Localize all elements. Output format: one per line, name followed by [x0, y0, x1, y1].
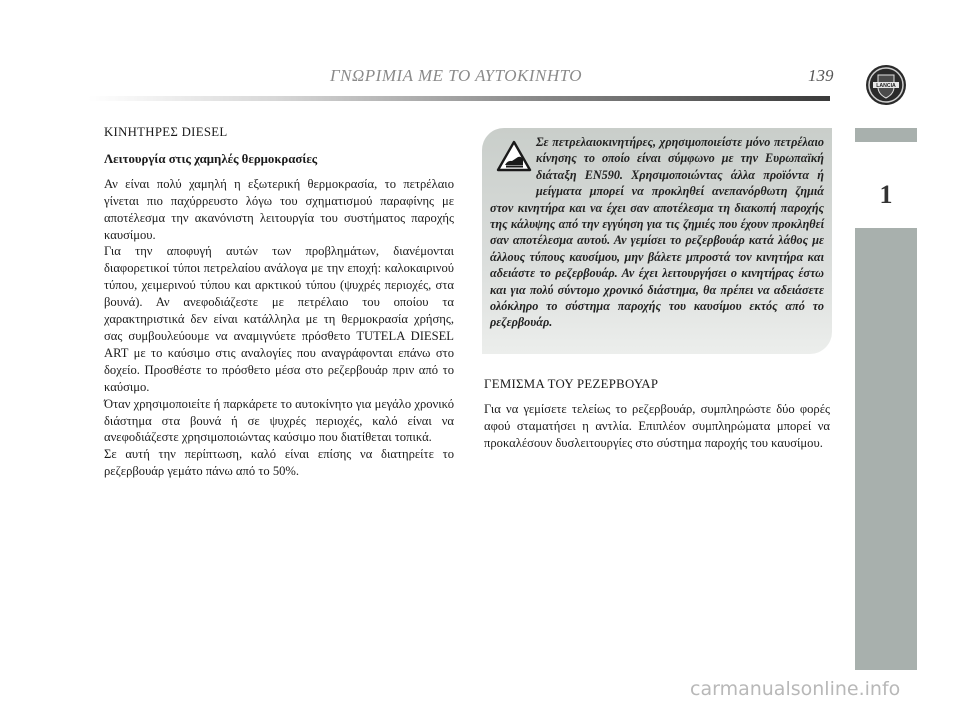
page-header-title: ΓΝΩΡΙΜΙΑ ΜΕ ΤΟ ΑΥΤΟΚΙΝΗΤΟ: [330, 66, 583, 85]
page-number: 139: [808, 66, 834, 85]
chapter-side-tab: [855, 42, 917, 670]
paragraph: Για να γεμίσετε τελείως το ρεζερβουάρ, συμπληρώστε δύο φορές αφού σταματήσει η αντλία. Επιπλέον συμπληρώματα μπορεί να προκαλέσουν δυσλειτουργίες στο σύστημα παροχής του καυσίμου.: [484, 401, 830, 450]
lancia-shield-logo-icon: [864, 63, 908, 107]
section-heading-refuelling: ΓΕΜΙΣΜΑ ΤΟΥ ΡΕΖΕΡΒΟΥΑΡ: [484, 377, 659, 391]
paragraph: Όταν χρησιμοποιείτε ή παρκάρετε το αυτοκίνητο για μεγάλο χρονικό διάστημα στα βουνά ή σε ψυχρές περιοχές, καλό είναι να ανεφοδιάζεστε χρησιμοποιώντας καύσιμο που διατίθεται τοπικά.: [104, 396, 454, 445]
subheading-low-temperatures: Λειτουργία στις χαμηλές θερμοκρασίες: [104, 151, 318, 166]
paragraph: Για την αποφυγή αυτών των προβλημάτων, διανέμονται διαφορετικοί τύποι πετρελαίου ανάλογα με την εποχή: καλοκαιρινού τύπου, χειμερινού τύπου και αρκτικού τύπου (ψυχρές περιοχές, στα βουνά). Αν ανεφοδιάζεστε με πετρέλαιο του οποίου τα χαρακτηριστικά δεν είναι κατάλληλα με τη θερμοκρασία χρήσης, σας συμβουλεύουμε να αναμιγνύετε πρόσθετο TUTELA DIESEL ART με το καύσιμο στις αναλογίες που αναγράφονται επάνω στο δοχείο. Προσθέστε το πρόσθετο μέσα στο ρεζερβουάρ πριν από το καύσιμο.: [104, 244, 454, 394]
chapter-marker: [855, 142, 917, 228]
paragraph: Σε αυτή την περίπτωση, καλό είναι επίσης να διατηρείτε το ρεζερβουάρ γεμάτο πάνω από το 50%.: [104, 447, 454, 479]
logo-text: LANCIA: [876, 83, 896, 89]
chapter-number: 1: [879, 180, 893, 209]
section-heading-diesel: ΚΙΝΗΤΗΡΕΣ DIESEL: [104, 125, 228, 139]
left-column: [104, 124, 454, 480]
watermark: carmanualsonline.info: [690, 678, 901, 700]
right-column: [484, 376, 830, 452]
logo-box: [855, 42, 917, 128]
warning-text: Σε πετρελαιοκινητήρες, χρησιμοποιείστε μόνο πετρέλαιο κίνησης το οποίο είναι σύμφωνο με την Ευρωπαϊκή διάταξη EN590. Χρησιμοποιώντας άλλα προϊόντα ή μείγματα μπορεί να προκληθεί ανεπανόρθωτη ζημιά στον κινητήρα και να έχει σαν αποτέλεσμα τη διακοπή παροχής της κάλυψης από την εγγύηση για τις ζημιές που έχουν προκληθεί σαν αποτέλεσμα αυτού. Αν γεμίσει το ρεζερβουάρ κατά λάθος με άλλους τύπους καυσίμου, μην βάλετε μπροστά τον κινητήρα και αδειάστε το ρεζερβουάρ. Αν έχει λειτουργήσει ο κινητήρας έστω και για πολύ σύντομο χρονικό διάστημα, θα πρέπει να αδειάσετε ολόκληρο το σύστημα παροχής του καυσίμου εκτός από το ρεζερβουάρ.: [490, 135, 824, 330]
paragraph: Αν είναι πολύ χαμηλή η εξωτερική θερμοκρασία, το πετρέλαιο γίνεται πιο παχύρρευστο λόγω του σχηματισμού παραφίνης με αποτέλεσμα την ακανόνιστη λειτουργία του συστήματος παροχής καυσίμου.: [104, 176, 454, 242]
header-rule: [88, 96, 830, 101]
